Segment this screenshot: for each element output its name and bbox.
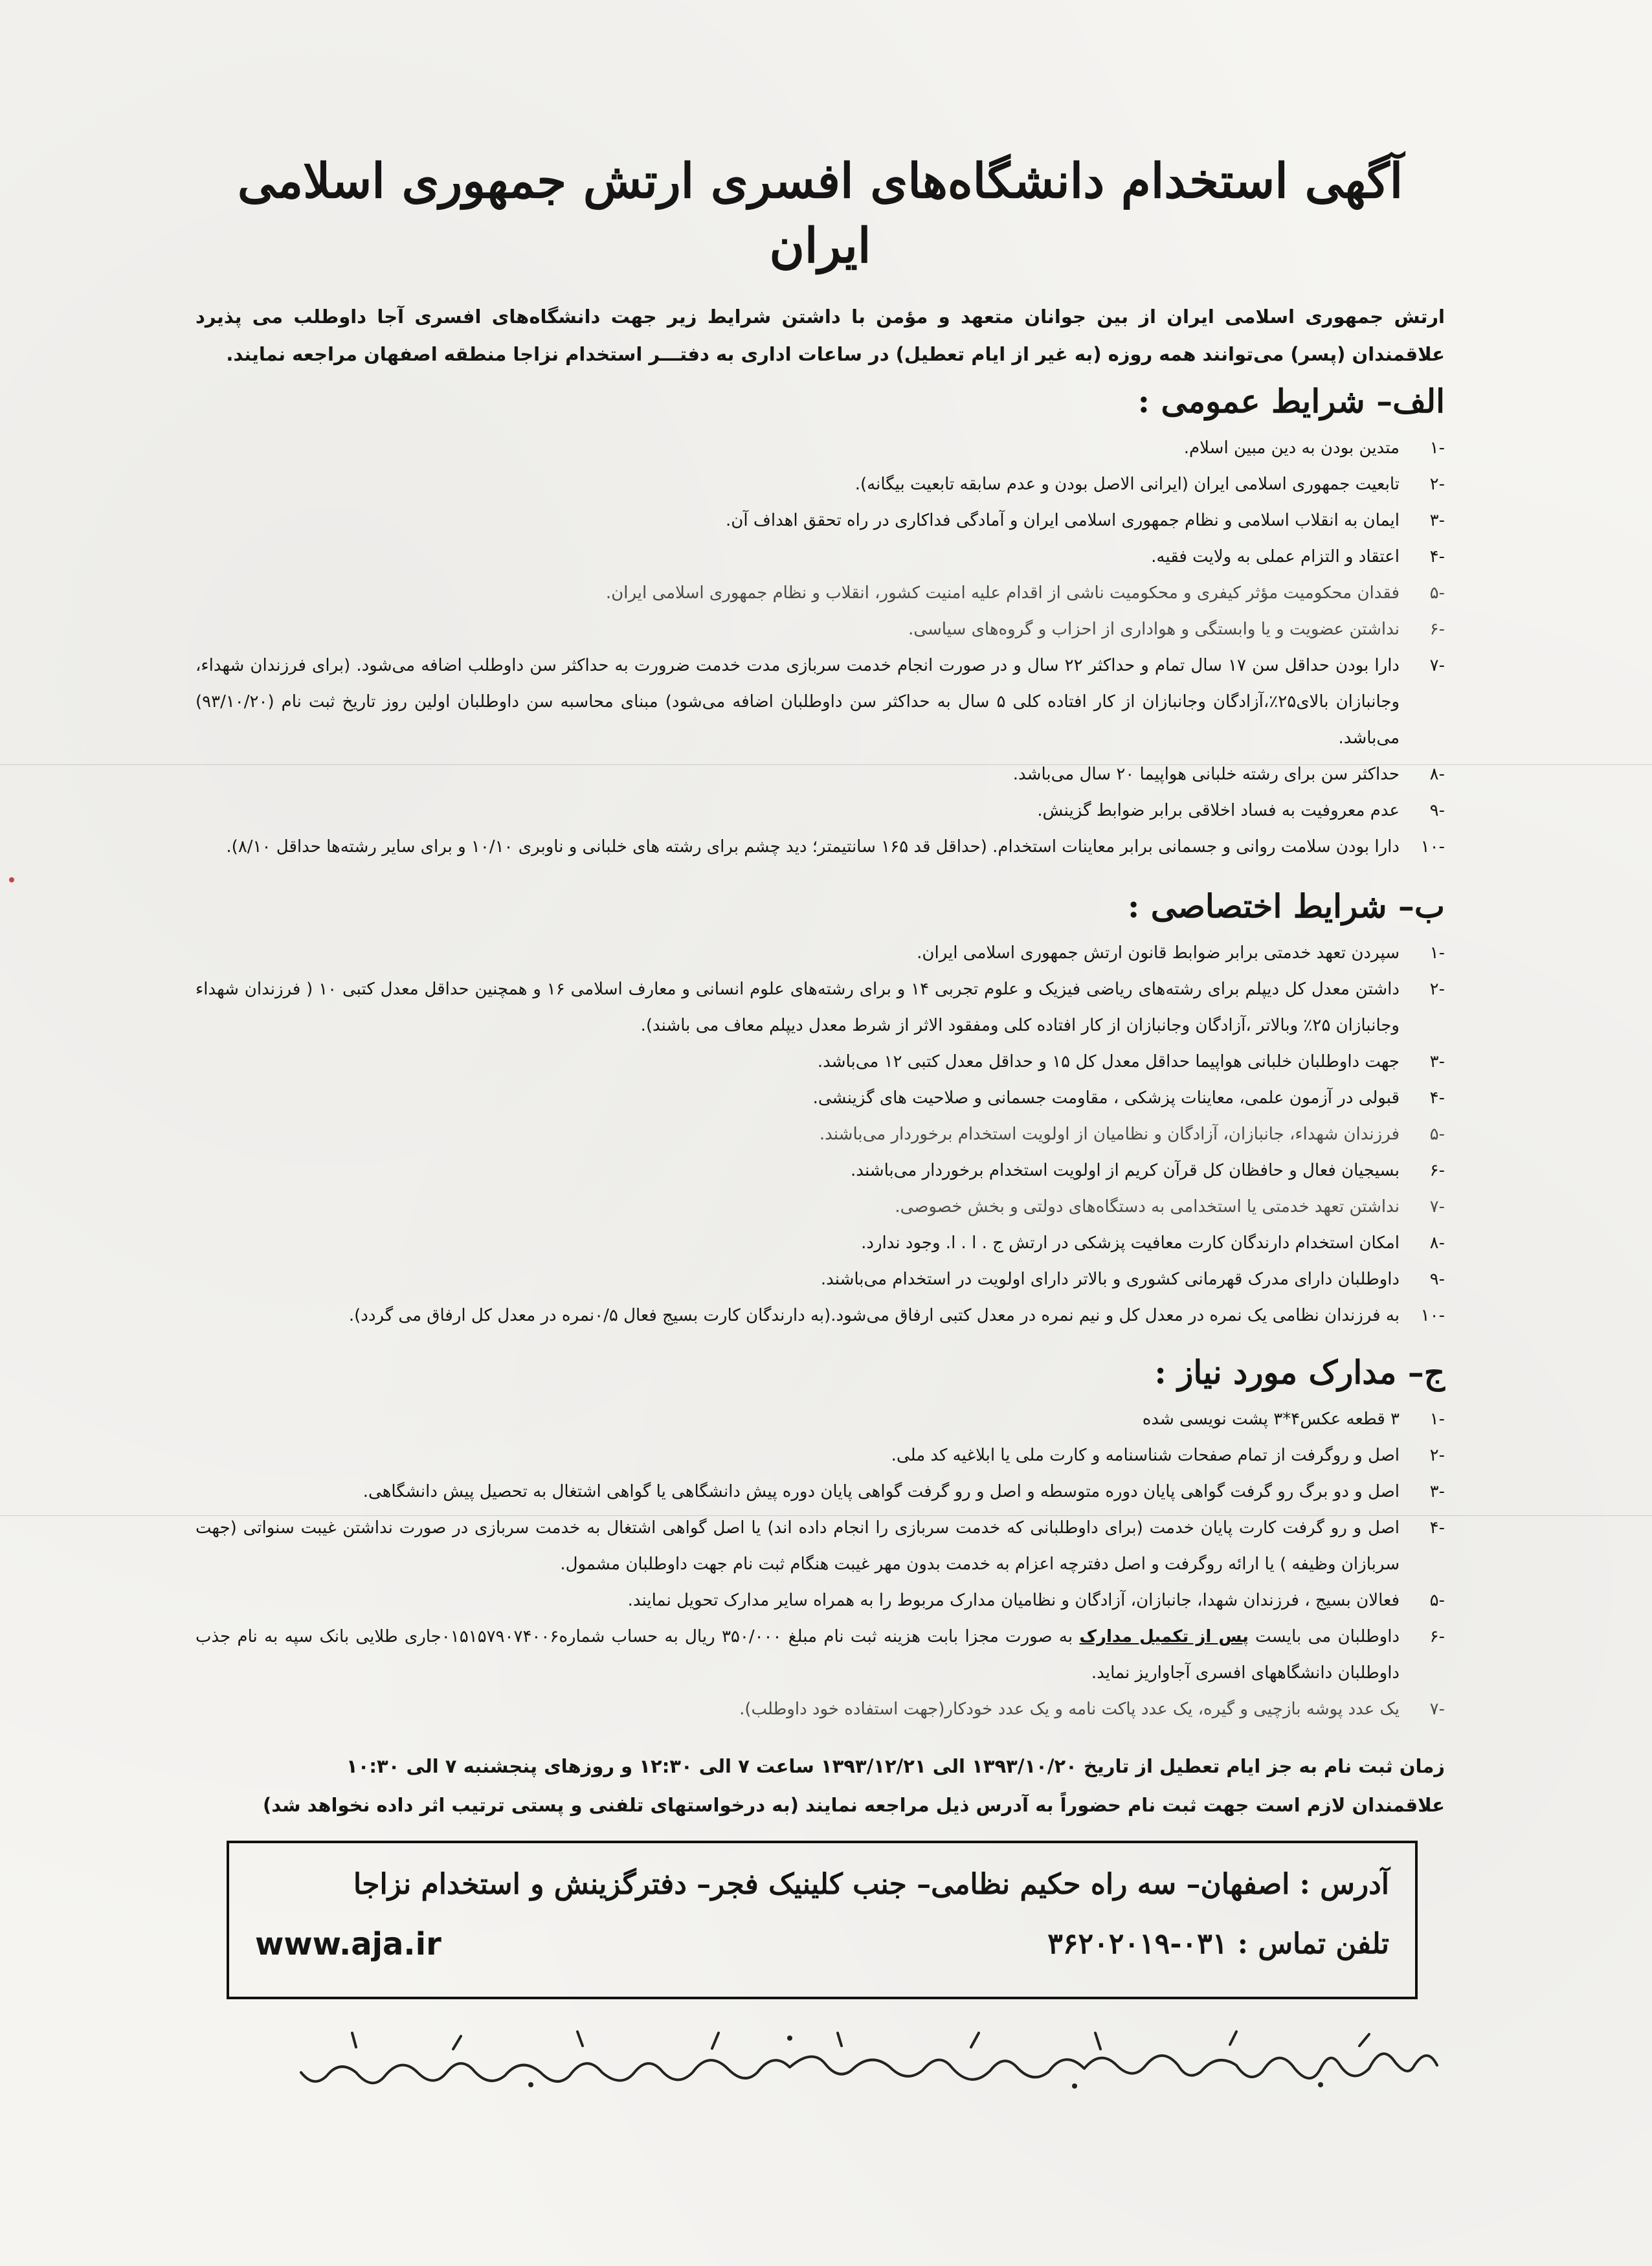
item-number: -۱۰ — [1420, 837, 1445, 857]
item-text: یک عدد پوشه بازچیی و گیره، یک عدد پاکت نامه و یک عدد خودکار(جهت استفاده خود داوطلب). — [739, 1700, 1400, 1719]
list-item — [195, 1474, 1445, 1510]
list-item — [195, 1510, 1445, 1582]
item-number: -۲ — [1429, 475, 1445, 494]
item-text: تابعیت جمهوری اسلامی ایران (ایرانی الاصل بودن و عدم سابقه تابعیت بیگانه). — [854, 475, 1400, 494]
item-number: -۷ — [1429, 656, 1445, 675]
list-item — [195, 430, 1445, 466]
list-item — [195, 1401, 1445, 1437]
item-number: -۳ — [1429, 1482, 1445, 1501]
list-item — [195, 971, 1445, 1044]
item-text: نداشتن عضویت و یا وابستگی و هواداری از احزاب و گروه‌های سیاسی. — [908, 620, 1400, 639]
list-item — [195, 1225, 1445, 1261]
phone-number: تلفن تماس : ۰۳۱-۳۶۲۰۲۰۱۹ — [1047, 1927, 1389, 1960]
item-text: اعتقاد و التزام عملی به ولایت فقیه. — [1151, 547, 1400, 566]
list-item — [195, 1189, 1445, 1225]
website-link[interactable]: www.aja.ir — [255, 1926, 441, 1962]
item-text: دارا بودن حداقل سن ۱۷ سال تمام و حداکثر ۲۲ سال و در صورت انجام خدمت سربازی مدت خدمت ضرورت به حداکثر سن داوطلب اضافه می‌شود. (برای فرزندان شهداء، وجانبازان بالای۲۵٪،آزادگان وجانبازان از کار افتاده کلی ۵ سال به حداکثر سن داوطلبان اضافه می‌شود) مبنای محاسبه سن داوطلبان اولین روز تاریخ ثبت نام (۹۳/۱۰/۲۰) می‌باشد. — [195, 656, 1400, 748]
required-documents-list — [195, 1401, 1445, 1727]
item-text: نداشتن تعهد خدمتی یا استخدامی به دستگاه‌های دولتی و بخش خصوصی. — [895, 1197, 1400, 1217]
item-number: -۲ — [1429, 1446, 1445, 1465]
item-text: به فرزندان نظامی یک نمره در معدل کل و نیم نمره در معدل کتبی ارفاق می‌شود.(به دارندگان کارت بسیج فعال ۰/۵نمره در معدل کل ارفاق می گردد). — [348, 1306, 1400, 1325]
list-item — [195, 935, 1445, 971]
item-number: -۷ — [1429, 1197, 1445, 1217]
item-text: اصل و روگرفت از تمام صفحات شناسنامه و کارت ملی یا ابلاغیه کد ملی. — [891, 1446, 1400, 1465]
list-item — [195, 792, 1445, 829]
item-number: -۹ — [1429, 1270, 1445, 1289]
item-number: -۸ — [1429, 1233, 1445, 1253]
section-documents-heading: ج– مدارک مورد نیاز : — [1154, 1353, 1445, 1391]
notice-content — [195, 149, 1445, 1824]
item-text: بسیجیان فعال و حافظان کل قرآن کریم از اولویت استخدام برخوردار می‌باشند. — [851, 1161, 1400, 1180]
item-text: داشتن معدل کل دیپلم برای رشته‌های ریاضی فیزیک و علوم تجربی ۱۴ و برای رشته‌های علوم انسانی و معارف اسلامی ۱۶ و همچنین حداقل معدل کتبی ۱۰ ( فرزندان شهداء وجانبازان ۲۵٪ وبالاتر ،آزادگان وجانبازان از کار افتاده کلی ومفقود الاثر از شرط معدل دیپلم معاف می باشند). — [195, 980, 1400, 1035]
specific-conditions-list — [195, 935, 1445, 1334]
item-number: -۳ — [1429, 511, 1445, 530]
page-title: آگهی استخدام دانشگاه‌های افسری ارتش جمهوری اسلامی ایران — [237, 153, 1403, 274]
contact-row — [255, 1914, 1389, 1974]
list-item — [195, 502, 1445, 539]
section-general-heading: الف– شرایط عمومی : — [1137, 382, 1445, 420]
item-number: -۸ — [1429, 765, 1445, 784]
list-item — [195, 1437, 1445, 1474]
list-item — [195, 466, 1445, 502]
list-item — [195, 1691, 1445, 1727]
item-text: دارا بودن سلامت روانی و جسمانی برابر معاینات استخدام. (حداقل قد ۱۶۵ سانتیمتر؛ دید چشم برای رشته های خلبانی و ناوبری ۱۰/۱۰ و برای سایر رشته‌ها حداقل ۸/۱۰). — [226, 837, 1400, 857]
list-item — [195, 575, 1445, 611]
item-number: -۱ — [1429, 1409, 1445, 1429]
item-number: -۴ — [1429, 547, 1445, 566]
intro-paragraph: ارتش جمهوری اسلامی ایران از بین جوانان متعهد و مؤمن با داشتن شرایط زیر جهت دانشگاه‌های افسری آجا داوطلب می پذیرد علاقمندان (پسر) می‌توانند همه روزه (به غیر از ایام تعطیل) در ساعات اداری به دفتـــر استخدام نزاجا منطقه اصفهان مراجعه نمایند. — [195, 306, 1445, 365]
item-text-underlined: پس از تکمیل مدارک — [1079, 1627, 1249, 1646]
list-item — [195, 756, 1445, 792]
list-item — [195, 829, 1445, 865]
item-number: -۵ — [1429, 1591, 1445, 1610]
address-box — [227, 1841, 1418, 1999]
item-text: فرزندان شهداء، جانبازان، آزادگان و نظامیان از اولویت استخدام برخوردار می‌باشند. — [819, 1125, 1400, 1144]
item-text: ایمان به انقلاب اسلامی و نظام جمهوری اسلامی ایران و آمادگی فداکاری در راه تحقق اهداف آن. — [726, 511, 1400, 530]
registration-time: زمان ثبت نام به جز ایام تعطیل از تاریخ ۱۳۹۳/۱۰/۲۰ الی ۱۳۹۳/۱۲/۲۱ ساعت ۷ الی ۱۲:۳۰ و روزهای پنجشنبه ۷ الی ۱۰:۳۰ — [346, 1755, 1445, 1777]
item-text: امکان استخدام دارندگان کارت معافیت پزشکی در ارتش ج . ا . ا. وجود ندارد. — [861, 1233, 1400, 1253]
list-item — [195, 647, 1445, 756]
item-number: -۴ — [1429, 1518, 1445, 1538]
registration-info — [195, 1747, 1445, 1824]
item-text: فقدان محکومیت مؤثر کیفری و محکومیت ناشی از اقدام علیه امنیت کشور، انقلاب و نظام جمهوری اسلامی ایران. — [605, 583, 1400, 603]
list-item — [195, 1297, 1445, 1334]
list-item — [195, 1582, 1445, 1619]
item-number: -۴ — [1429, 1088, 1445, 1108]
item-number: -۲ — [1429, 980, 1445, 999]
item-number: -۱۰ — [1420, 1306, 1445, 1325]
item-text: اصل و رو گرفت کارت پایان خدمت (برای داوطلبانی که خدمت سربازی را انجام داده اند) یا اصل گواهی اشتغال به خدمت سربازی در صورت نداشتن غیبت سنواتی (جهت سربازان وظیفه ) یا ارائه روگرفت و اصل دفترچه اعزام به خدمت بدون مهر غیبت هنگام ثبت نام جهت داوطلبان مشمول. — [195, 1518, 1400, 1574]
item-text: اصل و دو برگ رو گرفت گواهی پایان دوره متوسطه و اصل و رو گرفت گواهی پایان دوره پیش دانشگاهی یا گواهی اشتغال به تحصیل پیش دانشگاهی. — [363, 1482, 1400, 1501]
item-number: -۷ — [1429, 1700, 1445, 1719]
item-number: -۶ — [1429, 1161, 1445, 1180]
registration-note: علاقمندان لازم است جهت ثبت نام حضوراً به آدرس ذیل مراجعه نمایند (به درخواستهای تلفنی و پستی ترتیب اثر داده نخواهد شد) — [263, 1794, 1445, 1816]
item-text: داوطلبان دارای مدرک قهرمانی کشوری و بالاتر دارای اولویت در استخدام می‌باشند. — [820, 1270, 1400, 1289]
list-item — [195, 1261, 1445, 1297]
item-text: جهت داوطلبان خلبانی هواپیما حداقل معدل کل ۱۵ و حداقل معدل کتبی ۱۲ می‌باشد. — [817, 1052, 1400, 1071]
item-number: -۶ — [1429, 620, 1445, 639]
list-item — [195, 539, 1445, 575]
list-item — [195, 1619, 1445, 1691]
item-number: -۵ — [1429, 1125, 1445, 1144]
section-specific-heading: ب– شرایط اختصاصی : — [1127, 887, 1445, 925]
item-text: ۳ قطعه عکس۴*۳ پشت نویسی شده — [1142, 1409, 1400, 1429]
item-text: متدین بودن به دین مبین اسلام. — [1183, 438, 1400, 458]
item-text: قبولی در آزمون علمی، معاینات پزشکی ، مقاومت جسمانی و صلاحیت های گزینشی. — [812, 1088, 1400, 1108]
address-line: آدرس : اصفهان– سه راه حکیم نظامی– جنب کلینیک فجر– دفترگزینش و استخدام نزاجا — [353, 1868, 1389, 1901]
list-item — [195, 1044, 1445, 1080]
list-item — [195, 611, 1445, 647]
item-text: سپردن تعهد خدمتی برابر ضوابط قانون ارتش جمهوری اسلامی ایران. — [917, 943, 1400, 963]
item-number: -۱ — [1429, 438, 1445, 458]
red-speck — [9, 877, 14, 882]
list-item — [195, 1116, 1445, 1152]
item-text: به صورت مجزا بابت هزینه ثبت نام مبلغ ۳۵۰/۰۰۰ ریال به حساب شماره۰۱۵۱۵۷۹۰۷۴۰۰۶جاری طلایی بانک سپه به نام جذب داوطلبان دانشگاههای افسری آجاواریز نماید. — [195, 1627, 1400, 1683]
item-text: عدم معروفیت به فساد اخلاقی برابر ضوابط گزینش. — [1037, 801, 1400, 820]
item-number: -۱ — [1429, 943, 1445, 963]
general-conditions-list — [195, 430, 1445, 865]
item-text: داوطلبان می بایست — [1248, 1627, 1400, 1646]
handwritten-signature — [259, 2026, 1450, 2098]
list-item — [195, 1152, 1445, 1189]
item-number: -۹ — [1429, 801, 1445, 820]
list-item — [195, 1080, 1445, 1116]
item-number: -۳ — [1429, 1052, 1445, 1071]
item-number: -۶ — [1429, 1627, 1445, 1646]
item-text: فعالان بسیج ، فرزندان شهدا، جانبازان، آزادگان و نظامیان مدارک مربوط را به همراه سایر مدارک تحویل نمایند. — [627, 1591, 1400, 1610]
item-text: حداکثر سن برای رشته خلبانی هواپیما ۲۰ سال می‌باشد. — [1012, 765, 1400, 784]
item-number: -۵ — [1429, 583, 1445, 603]
